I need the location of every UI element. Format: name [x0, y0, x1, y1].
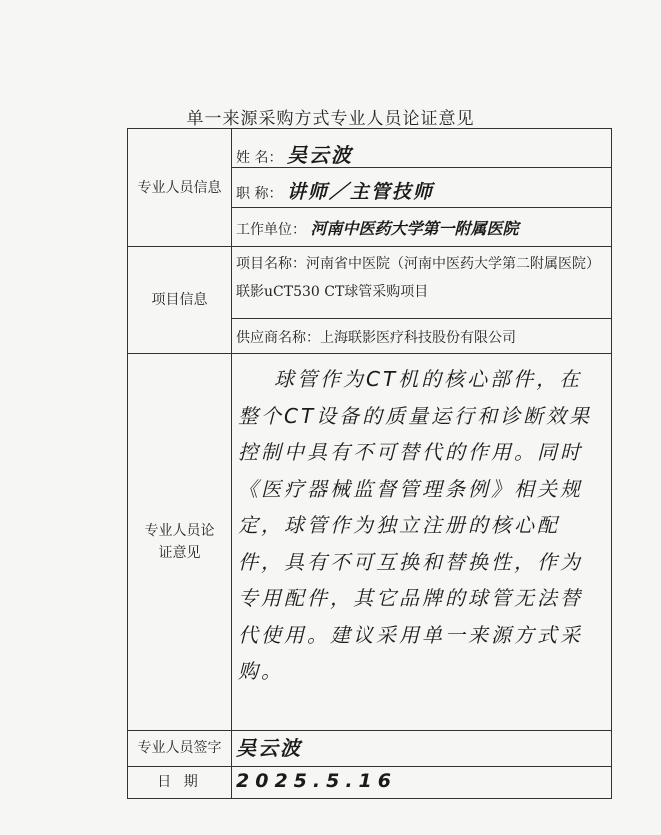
supplier-value: 上海联影医疗科技股份有限公司 [320, 330, 516, 346]
opinion-section-label: 专业人员论证意见 [128, 353, 232, 730]
unit-row [236, 216, 605, 239]
unit-value: 河南中医药大学第一附属医院 [310, 219, 519, 238]
personnel-section-label: 专业人员信息 [128, 129, 232, 246]
supplier-row [236, 327, 605, 347]
opinion-text: 球管作为CT机的核心部件，在整个CT设备的质量运行和诊断效果控制中具有不可替代的作用。同时《医疗器械监督管理条例》相关规定，球管作为独立注册的核心配件，具有不可互换和替换性，作为专用配件，其它品牌的球管无法替代使用。建议采用单一来源方式采购。 [238, 367, 593, 683]
project-name-value: 河南省中医院（河南中医药大学第二附属医院）联影uCT530 CT球管采购项目 [236, 256, 600, 300]
opinion-form [127, 128, 612, 799]
signature-label: 专业人员签字 [128, 730, 232, 766]
date-label: 日 期 [128, 766, 232, 798]
unit-label: 工作单位： [236, 222, 306, 238]
page-title: 单一来源采购方式专业人员论证意见 [186, 109, 475, 129]
project-name-label: 项目名称： [236, 256, 306, 272]
rank-row [236, 177, 605, 204]
date-value: 2025.5.16 [236, 770, 397, 792]
supplier-label: 供应商名称： [236, 330, 320, 346]
rank-label: 职 称： [236, 186, 283, 202]
name-value: 吴云波 [286, 143, 353, 167]
signature-value: 吴云波 [236, 736, 302, 760]
name-row [236, 139, 605, 168]
project-name-row [236, 250, 605, 306]
project-section-label: 项目信息 [128, 246, 232, 353]
name-label: 姓 名： [236, 150, 283, 166]
rank-value: 讲师／主管技师 [286, 181, 434, 203]
